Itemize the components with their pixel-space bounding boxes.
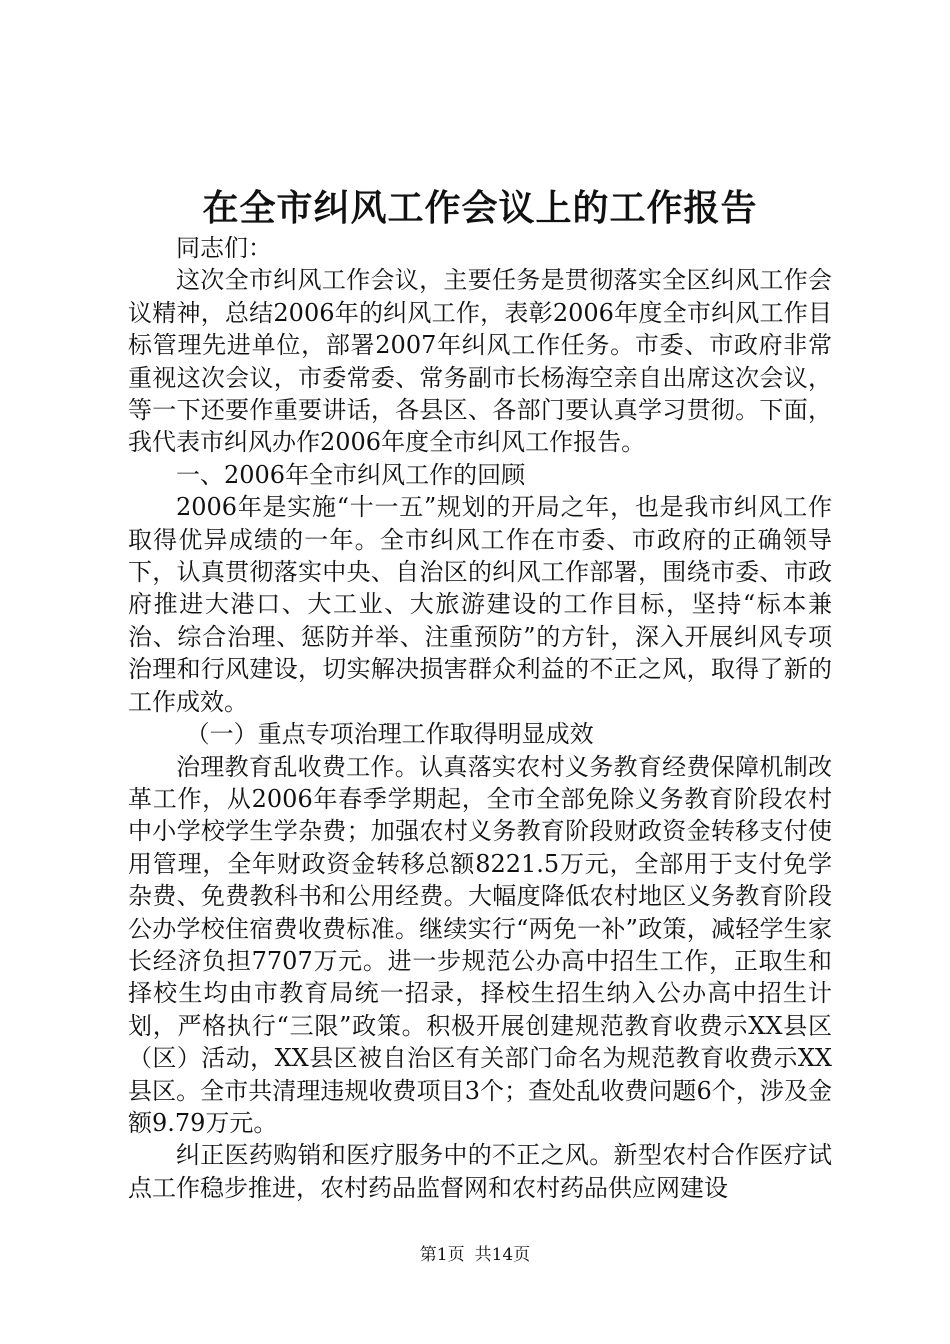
paragraph-medical: 纠正医药购销和医疗服务中的不正之风。新型农村合作医疗试点工作稳步推进，农村药品监督网和农村药品供应网建设 xyxy=(128,1141,832,1202)
page-number: 第1页 xyxy=(419,1245,465,1265)
paragraph-education-fees: 治理教育乱收费工作。认真落实农村义务教育经费保障机制改革工作，从2006年春季学期起，全市全部免除义务教育阶段农村中小学校学生学杂费；加强农村义务教育阶段财政资金转移支付使用管理，全年财政资金转移总额8221.5万元，全部用于支付免学杂费、免费教科书和公用经费。大幅度降低农村地区义务教育阶段公办学校住宿费收费标准。继续实行“两免一补”政策，减轻学生家长经济负担7707万元。进一步规范公办高中招生工作，正取生和择校生均由市教育局统一招录，择校生招生纳入公办高中招生计划，严格执行“三限”政策。积极开展创建规范教育收费示XX县区（区）活动，XX县区被自治区有关部门命名为规范教育收费示XX县区。全市共清理违规收费项目3个；查处乱收费问题6个，涉及金额9.79万元。 xyxy=(128,752,832,1137)
subsection-heading-special-governance: （一）重点专项治理工作取得明显成效 xyxy=(185,720,594,749)
section-heading-review: 一、2006年全市纠风工作的回顾 xyxy=(176,460,526,489)
paragraph-intro: 这次全市纠风工作会议，主要任务是贯彻落实全区纠风工作会议精神，总结2006年的纠风工作，表彰2006年度全市纠风工作目标管理先进单位，部署2007年纠风工作任务。市委、市政府非常重视这次会议，市委常委、常务副市长杨海空亲自出席这次会议，等一下还要作重要讲话，各县区、各部门要认真学习贯彻。下面，我代表市纠风办作2006年度全市纠风工作报告。 xyxy=(128,266,832,457)
salutation: 同志们： xyxy=(176,234,272,262)
paragraph-review: 2006年是实施“十一五”规划的开局之年，也是我市纠风工作取得优异成绩的一年。全市纠风工作在市委、市政府的正确领导下，认真贯彻落实中央、自治区的纠风工作部署，围绕市委、市政府推进大港口、大工业、大旅游建设的工作目标，坚持“标本兼治、综合治理、惩防并举、注重预防”的方针，深入开展纠风专项治理和行风建设，切实解决损害群众利益的不正之风，取得了新的工作成效。 xyxy=(128,493,832,716)
document-title: 在全市纠风工作会议上的工作报告 xyxy=(202,188,758,229)
page-total: 共14页 xyxy=(474,1245,531,1265)
document-body xyxy=(128,232,832,1204)
page-footer xyxy=(0,1243,950,1267)
